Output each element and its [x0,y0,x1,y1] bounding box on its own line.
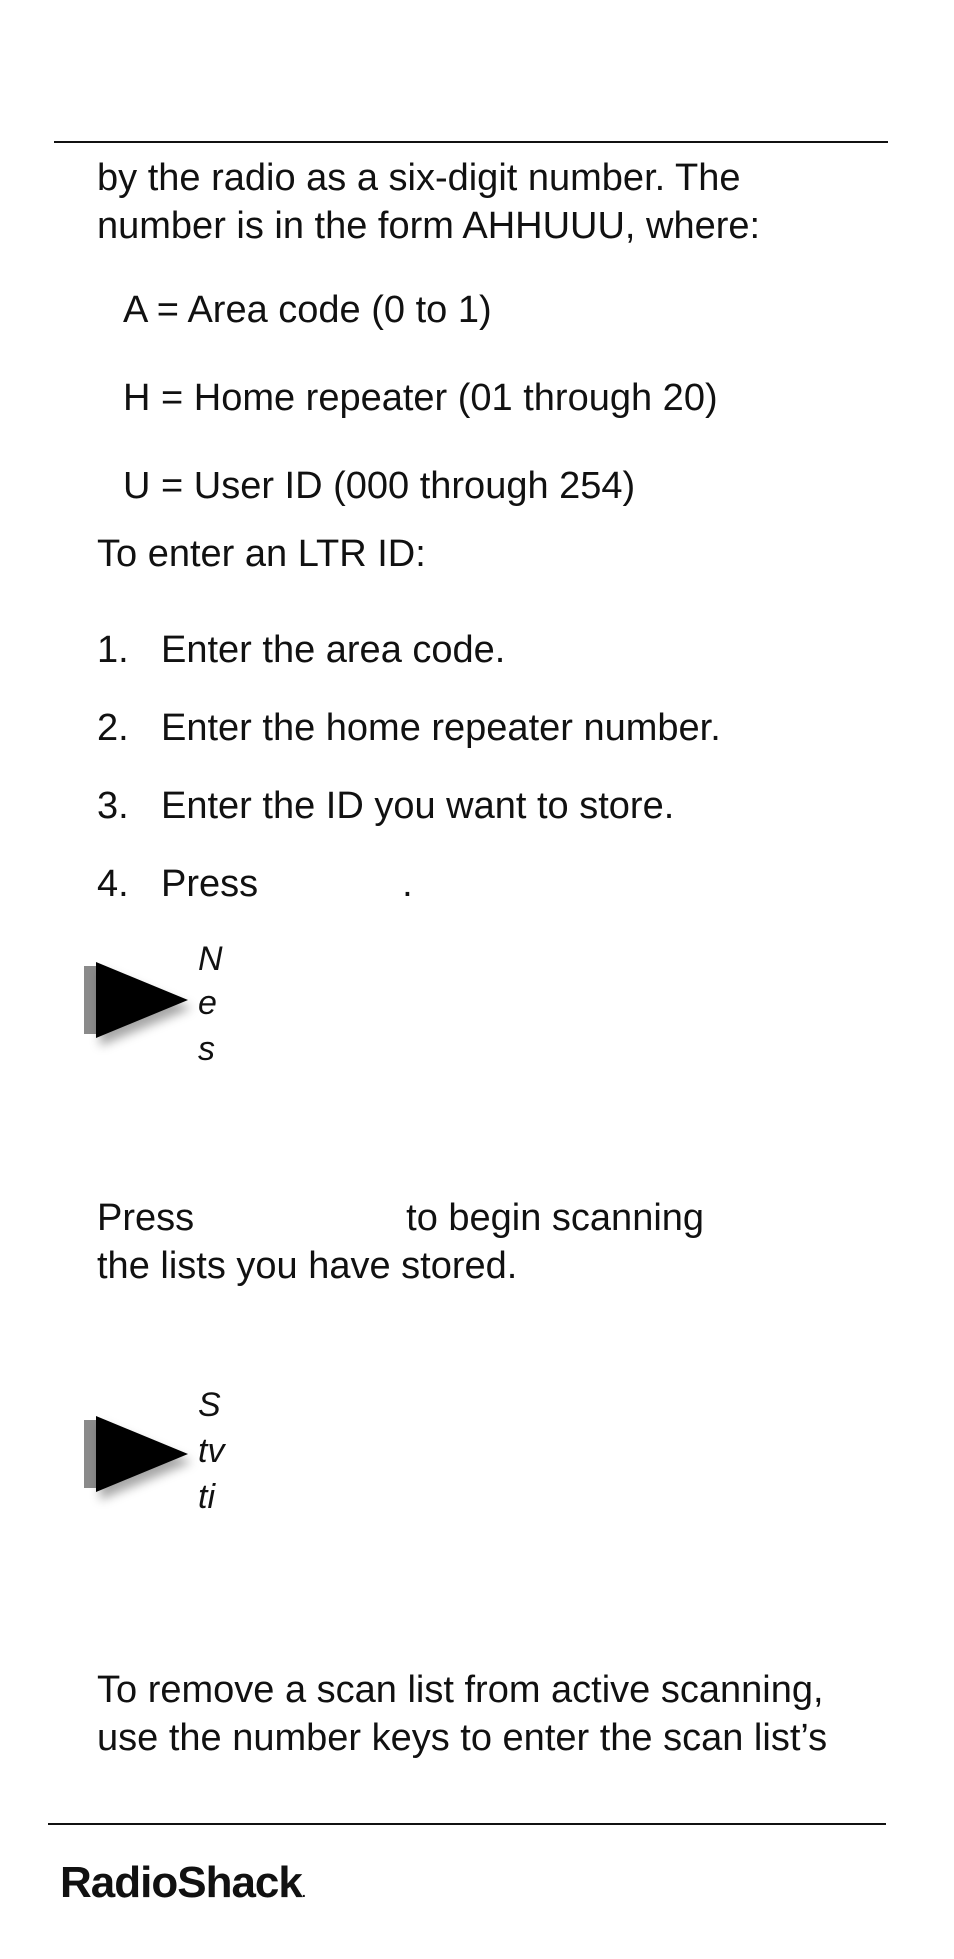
intro-line-2: number is in the form AHHUUU, where: [97,205,761,247]
bottom-rule [48,1823,886,1825]
step-number: 2. [97,707,129,749]
intro-line-1: by the radio as a six-digit number. The [97,157,741,199]
logo-text: RadioShack [60,1858,302,1907]
step-number: 1. [97,629,129,671]
note-text-fragment: tv [198,1432,225,1470]
step-1 [97,626,505,674]
note-text-fragment: e [198,984,217,1022]
note-2 [80,1386,225,1524]
remove-paragraph-line-1: To remove a scan list from active scanning, [97,1669,824,1711]
radioshack-logo [60,1858,305,1908]
step-number: 3. [97,785,129,827]
note-1 [80,940,223,1070]
step-text: Enter the ID you want to store. [161,785,675,827]
scan-paragraph-line-2: the lists you have stored. [97,1245,518,1287]
procedure-intro: To enter an LTR ID: [97,533,426,575]
note-text-fragment: S [198,1386,221,1424]
scan-tail: to begin scanning [406,1197,705,1239]
logo-mark: . [301,1884,305,1900]
note-text-fragment: ti [198,1478,215,1516]
step-text: Press [161,863,259,905]
definition-home-repeater: H = Home repeater (01 through 20) [123,377,718,419]
step-number: 4. [97,863,129,905]
definition-area-code: A = Area code (0 to 1) [123,289,492,331]
scan-paragraph-line-1 [97,1194,704,1242]
step-text: Enter the area code. [161,629,506,671]
note-arrow-icon [80,1404,198,1524]
step-end: . [402,863,413,905]
remove-paragraph-line-2: use the number keys to enter the scan list’s [97,1717,828,1759]
note-arrow-icon [80,950,198,1070]
step-text: Enter the home repeater number. [161,707,721,749]
note-text-fragment: N [198,940,223,978]
step-3 [97,782,674,830]
step-4 [97,860,413,908]
top-rule [54,141,888,143]
definition-user-id: U = User ID (000 through 254) [123,465,636,507]
step-2 [97,704,721,752]
scan-lead: Press [97,1197,195,1239]
note-text-fragment: s [198,1030,215,1068]
